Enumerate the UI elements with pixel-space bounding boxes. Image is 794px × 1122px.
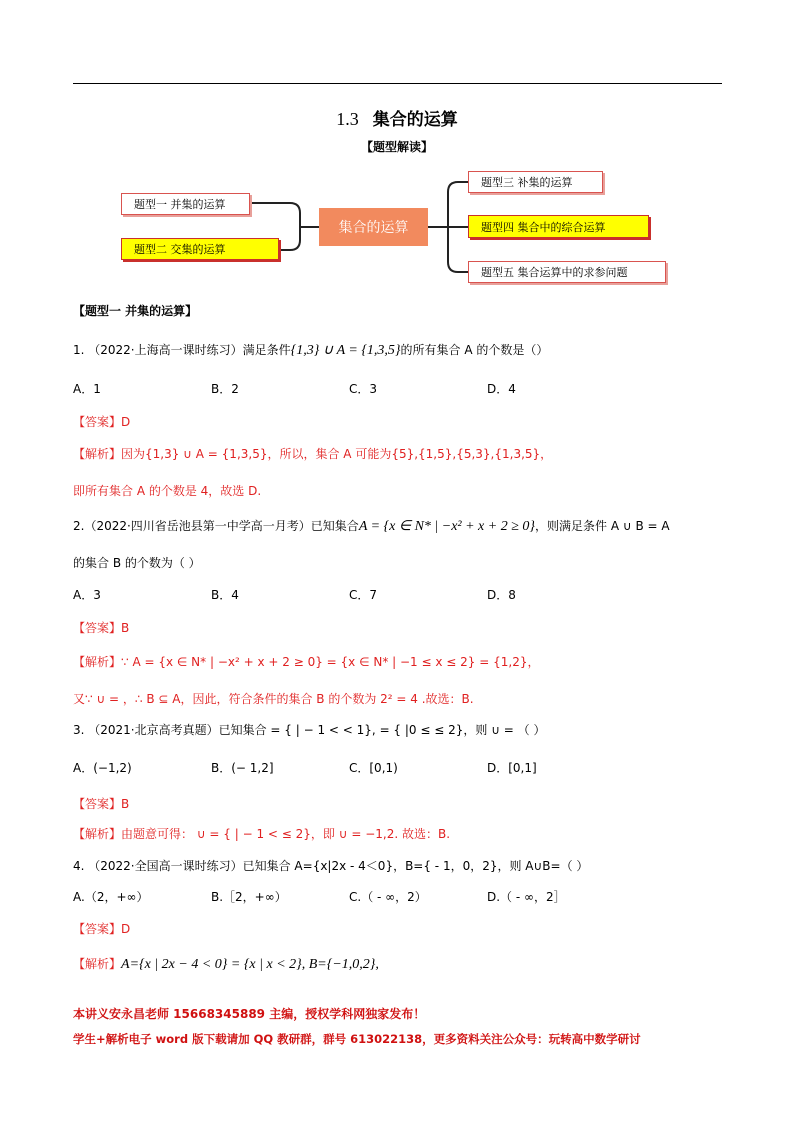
mindmap-connectors [0,0,794,300]
q4-option-c: C.（ - ∞，2） [349,890,427,904]
question-1: 1. （2022·上海高一课时练习）满足条件{1,3} ∪ A = {1,3,5}的所有集合 A 的个数是（） [73,343,549,358]
q2-analysis-2: 又∵ ∪ = ，∴ B ⊆ A，因此，符合条件的集合 B 的个数为 2² = 4 .故选：B. [73,692,474,706]
question-2-line2: 的集合 B 的个数为（ ） [73,556,201,570]
q2-analysis: 【解析】∵ A = {x ∈ N* | −x² + x + 2 ≥ 0} = {x ∈ N* | −1 ≤ x ≤ 2} = {1,2}， [73,655,540,669]
mindmap-node-complement: 题型三 补集的运算 [468,171,603,193]
section-heading: 【题型一 并集的运算】 [73,304,198,318]
q3-analysis: 【解析】由题意可得： ∪ = { | − 1 < ≤ 2}，即 ∪ = −1,2. 故选：B. [73,827,451,841]
question-2: 2.（2022·四川省岳池县第一中学高一月考）已知集合A = {x ∈ N* | −x² + x + 2 ≥ 0}，则满足条件 A ∪ B = A [73,519,670,534]
q1-option-a: A．1 [73,382,101,396]
q4-option-b: B.［2，+∞） [211,890,287,904]
mindmap-node-composite: 题型四 集合中的综合运算 [468,215,649,238]
q3-answer: 【答案】B [73,797,130,811]
q1-analysis: 【解析】因为{1,3} ∪ A = {1,3,5}，所以，集合 A 可能为{5},{1,5},{5,3},{1,3,5}， [73,447,553,461]
question-4: 4. （2022·全国高一课时练习）已知集合 A={x|2x - 4＜0}，B={ - 1，0，2}，则 A∪B=（ ） [73,859,589,873]
footer-line-2: 学生+解析电子 word 版下载请加 QQ 教研群，群号 613022138，更多资料关注公众号：玩转高中数学研讨 [73,1032,641,1046]
q1-formula: {1,3} ∪ A = {1,3,5} [290,343,401,358]
question-3: 3. （2021·北京高考真题）已知集合 = { | − 1 < < 1}, = { |0 ≤ ≤ 2}，则 ∪ = （ ） [73,723,546,737]
q2-answer: 【答案】B [73,621,130,635]
q1-option-c: C．3 [349,382,378,396]
q2-option-c: C．7 [349,588,378,602]
q1-option-b: B．2 [211,382,239,396]
mindmap-node-intersection: 题型二 交集的运算 [121,238,279,260]
q2-option-b: B．4 [211,588,239,602]
q3-option-d: D．[0,1] [487,761,537,775]
q4-option-a: A.（2，+∞） [73,890,149,904]
q1-answer: 【答案】D [73,415,131,429]
mindmap-node-union: 题型一 并集的运算 [121,193,250,215]
q1-analysis-2: 即所有集合 A 的个数是 4，故选 D. [73,484,262,498]
q4-answer: 【答案】D [73,922,131,936]
footer-line-1: 本讲义安永昌老师 15668345889 主编，授权学科网独家发布！ [73,1007,426,1021]
q3-option-b: B．(− 1,2] [211,761,274,775]
q4-analysis: 【解析】A={x | 2x − 4 < 0} = {x | x < 2}, B={−1,0,2}, [73,957,379,972]
mindmap-center: 集合的运算 [319,208,428,246]
q3-option-c: C．[0,1) [349,761,398,775]
title-text: 集合的运算 [372,110,458,130]
q2-option-d: D．8 [487,588,516,602]
section-number: 1.3 [336,109,359,129]
q2-formula: A = {x ∈ N* | −x² + x + 2 ≥ 0} [358,519,536,534]
q4-option-d: D.（ - ∞，2］ [487,890,566,904]
mindmap-node-parameter: 题型五 集合运算中的求参问题 [468,261,666,283]
subtitle: 【题型解读】 [360,140,433,154]
q3-option-a: A．(−1,2) [73,761,132,775]
q1-option-d: D．4 [487,382,516,396]
q2-option-a: A．3 [73,588,101,602]
